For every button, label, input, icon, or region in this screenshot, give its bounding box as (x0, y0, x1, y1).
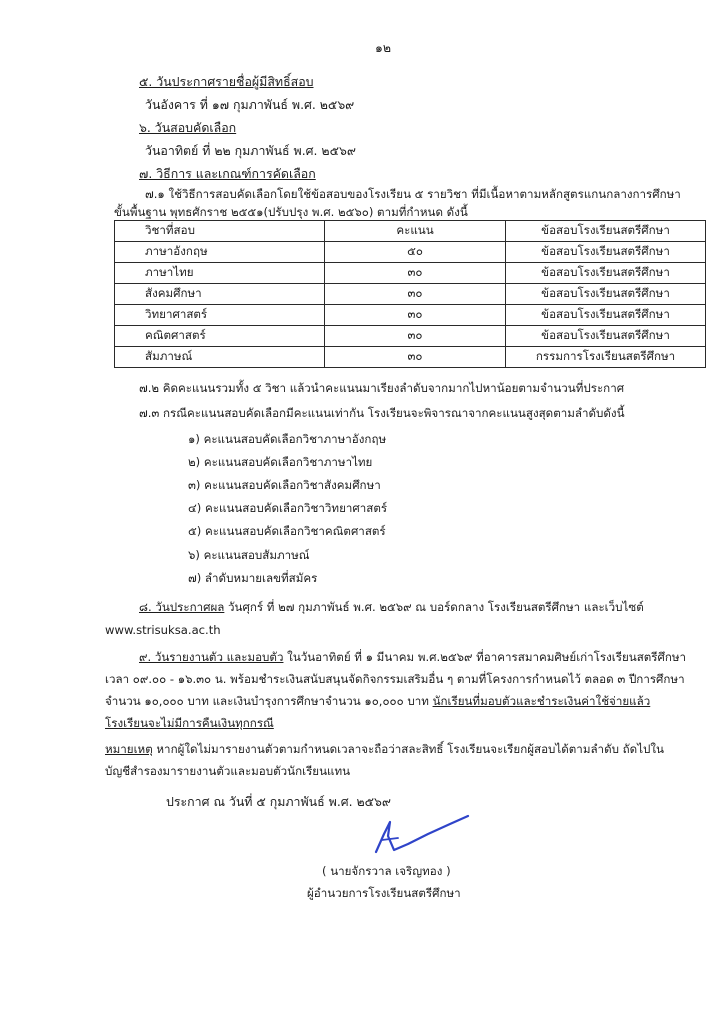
priority-item: ๑) คะแนนสอบคัดเลือกวิชาภาษาอังกฤษ (188, 432, 387, 446)
table-cell-score: ๓๐ (325, 305, 506, 326)
table-cell-subject: สังคมศึกษา (115, 284, 325, 305)
section-5-heading: ๕. วันประกาศรายชื่อผู้มีสิทธิ์สอบ (139, 74, 314, 89)
section-9-no-refund-a: นักเรียนที่มอบตัวและชำระเงินค่าใช้จ่ายแล้ว (432, 694, 651, 708)
priority-item: ๓) คะแนนสอบคัดเลือกวิชาสังคมศึกษา (188, 478, 381, 492)
table-cell-score: ๕๐ (325, 242, 506, 263)
table-header-source: ข้อสอบโรงเรียนสตรีศึกษา (506, 221, 706, 242)
section-8-text: วันศุกร์ ที่ ๒๗ กุมภาพันธ์ พ.ศ. ๒๕๖๙ ณ บอร์ดกลาง โรงเรียนสตรีศึกษา และเว็บไซต์ (224, 600, 644, 614)
section-7-heading: ๗. วิธีการ และเกณฑ์การคัดเลือก (139, 166, 316, 181)
table-cell-score: ๓๐ (325, 347, 506, 368)
signatory-name: ( นายจักรวาล เจริญทอง ) (322, 864, 451, 878)
note-label: หมายเหตุ (105, 742, 153, 756)
table-cell-source: กรรมการโรงเรียนสตรีศึกษา (506, 347, 706, 368)
table-row (115, 242, 706, 263)
section-9-fees: จำนวน ๑๐,๐๐๐ บาท และเงินบำรุงการศึกษาจำนวน ๑๐,๐๐๐ บาท (105, 694, 433, 708)
table-cell-subject: สัมภาษณ์ (115, 347, 325, 368)
priority-item: ๖) คะแนนสอบสัมภาษณ์ (188, 548, 310, 562)
section-8-line (139, 600, 644, 615)
table-row (115, 263, 706, 284)
section-9-heading: ๙. วันรายงานตัว และมอบตัว (139, 650, 284, 664)
section-9-line1 (139, 650, 686, 665)
table-row (115, 326, 706, 347)
priority-item: ๗) ลำดับหมายเลขที่สมัคร (188, 571, 318, 585)
section-7-1-line1: ๗.๑ ใช้วิธีการสอบคัดเลือกโดยใช้ข้อสอบของโรงเรียน ๕ รายวิชา ที่มีเนื้อหาตามหลักสูตรแกนกลางการศึกษา (145, 187, 681, 201)
table-cell-subject: ภาษาไทย (115, 263, 325, 284)
table-header-row (115, 221, 706, 242)
table-cell-subject: ภาษาอังกฤษ (115, 242, 325, 263)
school-website-link[interactable]: www.strisuksa.ac.th (105, 623, 221, 637)
table-header-subject: วิชาที่สอบ (115, 221, 325, 242)
section-9-no-refund-b: โรงเรียนจะไม่มีการคืนเงินทุกกรณี (105, 716, 274, 730)
page-number: ๑๒ (375, 40, 392, 55)
table-row (115, 305, 706, 326)
table-cell-source: ข้อสอบโรงเรียนสตรีศึกษา (506, 242, 706, 263)
signatory-position: ผู้อำนวยการโรงเรียนสตรีศึกษา (307, 886, 461, 900)
priority-item: ๕) คะแนนสอบคัดเลือกวิชาคณิตศาสตร์ (188, 524, 386, 538)
table-cell-subject: คณิตศาสตร์ (115, 326, 325, 347)
table-cell-subject: วิทยาศาสตร์ (115, 305, 325, 326)
section-9-line2: เวลา ๐๙.๐๐ - ๑๖.๓๐ น. พร้อมชำระเงินสนับสนุนจัดกิจกรรมเสริมอื่น ๆ ตามที่โครงการกำหนดไว้ ตลอด ๓ ปีการศึกษา (105, 672, 685, 686)
priority-item: ๒) คะแนนสอบคัดเลือกวิชาภาษาไทย (188, 455, 373, 469)
table-cell-score: ๓๐ (325, 284, 506, 305)
signature (364, 810, 474, 858)
table-row (115, 347, 706, 368)
signature-stroke (376, 816, 468, 852)
section-6-heading: ๖. วันสอบคัดเลือก (139, 120, 237, 135)
note-text: หากผู้ใดไม่มารายงานตัวตามกำหนดเวลาจะถือว่าสละสิทธิ์ โรงเรียนจะเรียกผู้สอบได้ตามลำดับ ถัดไปใน (152, 742, 664, 756)
section-5-date: วันอังคาร ที่ ๑๗ กุมภาพันธ์ พ.ศ. ๒๕๖๙ (145, 97, 355, 112)
section-7-1-line2: ขั้นพื้นฐาน พุทธศักราช ๒๕๕๑(ปรับปรุง พ.ศ. ๒๕๖๐) ตามที่กำหนด ดังนี้ (114, 205, 468, 219)
table-header-score: คะแนน (325, 221, 506, 242)
table-cell-source: ข้อสอบโรงเรียนสตรีศึกษา (506, 326, 706, 347)
note-line1 (105, 742, 664, 757)
priority-item: ๔) คะแนนสอบคัดเลือกวิชาวิทยาศาสตร์ (188, 501, 388, 515)
table-cell-score: ๓๐ (325, 263, 506, 284)
signature-stroke (382, 838, 398, 840)
score-table (114, 220, 706, 368)
section-6-date: วันอาทิตย์ ที่ ๒๒ กุมภาพันธ์ พ.ศ. ๒๕๖๙ (145, 143, 356, 158)
section-8-heading: ๘. วันประกาศผล (139, 600, 225, 614)
table-cell-score: ๓๐ (325, 326, 506, 347)
section-9-text: ในวันอาทิตย์ ที่ ๑ มีนาคม พ.ศ.๒๕๖๙ ที่อาคารสมาคมศิษย์เก่าโรงเรียนสตรีศึกษา (283, 650, 687, 664)
note-line2: บัญชีสำรองมารายงานตัวและมอบตัวนักเรียนแทน (105, 764, 351, 778)
section-7-2: ๗.๒ คิดคะแนนรวมทั้ง ๕ วิชา แล้วนำคะแนนมาเรียงลำดับจากมากไปหาน้อยตามจำนวนที่ประกาศ (139, 381, 625, 395)
table-cell-source: ข้อสอบโรงเรียนสตรีศึกษา (506, 284, 706, 305)
table-cell-source: ข้อสอบโรงเรียนสตรีศึกษา (506, 305, 706, 326)
section-9-line3 (105, 694, 650, 709)
section-7-3: ๗.๓ กรณีคะแนนสอบคัดเลือกมีคะแนนเท่ากัน โรงเรียนจะพิจารณาจากคะแนนสูงสุดตามลำดับดังนี้ (139, 406, 625, 420)
table-cell-source: ข้อสอบโรงเรียนสตรีศึกษา (506, 263, 706, 284)
table-row (115, 284, 706, 305)
announcement-date: ประกาศ ณ วันที่ ๕ กุมภาพันธ์ พ.ศ. ๒๕๖๙ (166, 794, 391, 809)
